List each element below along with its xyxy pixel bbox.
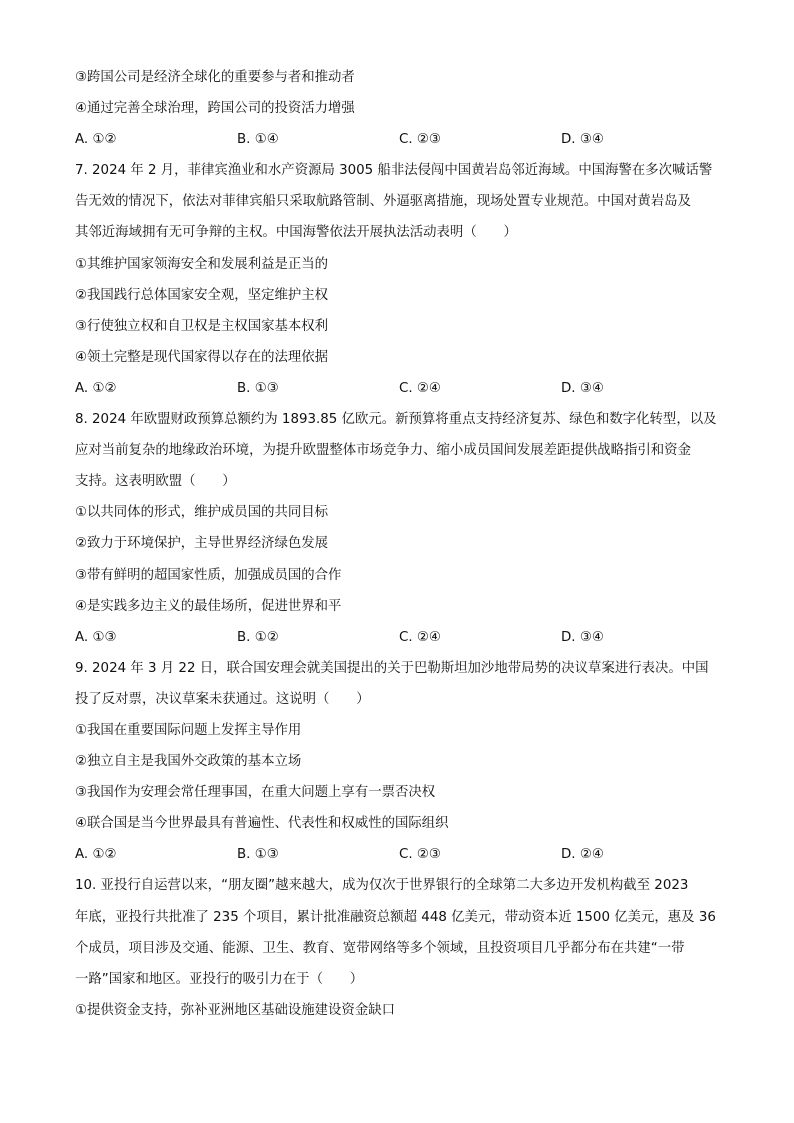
q9-item-4: ④联合国是当今世界最具有普遍性、代表性和权威性的国际组织 [75, 816, 449, 832]
q8-option-a: A. ①③ [75, 629, 117, 645]
q7-item-1: ①其维护国家领海安全和发展利益是正当的 [75, 256, 329, 272]
q8-item-1: ①以共同体的形式，维护成员国的共同目标 [75, 505, 329, 521]
q8-option-b: B. ①② [237, 629, 279, 645]
q7-stem-line: 7. 2024 年 2 月，菲律宾渔业和水产资源局 3005 船非法侵闯中国黄岩岛邻近海域。中国海警在多次喊话警 [75, 163, 713, 179]
q7-option-b: B. ①③ [237, 380, 279, 396]
q9-stem-line: 9. 2024 年 3 月 22 日，联合国安理会就美国提出的关于巴勒斯坦加沙地带局势的决议草案进行表决。中国 [75, 660, 709, 676]
q10-stem-line: 10. 亚投行自运营以来，“朋友圈”越来越大，成为仅次于世界银行的全球第二大多边开发机构截至 2023 [75, 878, 689, 894]
q7-item-3: ③行使独立权和自卫权是主权国家基本权利 [75, 318, 329, 334]
q7-stem-line: 其邻近海域拥有无可争辩的主权。中国海警依法开展执法活动表明（ ） [75, 225, 517, 241]
q8-stem-line: 应对当前复杂的地缘政治环境，为提升欧盟整体市场竞争力、缩小成员国间发展差距提供战略指引和资金 [75, 443, 691, 459]
q6-item-3: ③跨国公司是经济全球化的重要参与者和推动者 [75, 70, 355, 85]
q8-item-3: ③带有鲜明的超国家性质，加强成员国的合作 [75, 567, 342, 583]
q9-item-3: ③我国作为安理会常任理事国，在重大问题上享有一票否决权 [75, 785, 436, 801]
q7-option-c: C. ②④ [399, 380, 441, 396]
q9-option-c: C. ②③ [399, 847, 441, 863]
q7-stem-line: 告无效的情况下，依法对菲律宾船只采取航路管制、外逼驱离措施，现场处置专业规范。中国对黄岩岛及 [75, 194, 691, 210]
q8-option-c: C. ②④ [399, 629, 441, 645]
q8-option-d: D. ③④ [561, 629, 604, 645]
q7-options [75, 373, 724, 404]
q9-stem-line: 投了反对票，决议草案未获通过。这说明（ ） [75, 691, 370, 707]
q8-item-4: ④是实践多边主义的最佳场所，促进世界和平 [75, 598, 342, 614]
q6-option-a: A. ①② [75, 132, 117, 148]
q6-option-b: B. ①④ [237, 132, 279, 148]
q9-option-d: D. ②④ [561, 847, 604, 863]
q6-option-c: C. ②③ [399, 132, 441, 148]
q9-item-2: ②独立自主是我国外交政策的基本立场 [75, 754, 302, 770]
q7-option-d: D. ③④ [561, 380, 604, 396]
q8-item-2: ②致力于环境保护，主导世界经济绿色发展 [75, 536, 329, 552]
q10-stem-line: 个成员，项目涉及交通、能源、卫生、教育、宽带网络等多个领域，且投资项目几乎都分布在共建“一带 [75, 940, 685, 956]
q10-stem-line: 一路”国家和地区。亚投行的吸引力在于（ ） [75, 971, 364, 987]
q6-options [75, 124, 724, 155]
q9-options [75, 839, 724, 870]
q9-item-1: ①我国在重要国际问题上发挥主导作用 [75, 722, 302, 738]
q8-options [75, 622, 724, 653]
q6-option-d: D. ③④ [561, 132, 604, 148]
q7-item-2: ②我国践行总体国家安全观，坚定维护主权 [75, 287, 329, 303]
q8-stem-line: 支持。这表明欧盟（ ） [75, 474, 236, 490]
q9-option-b: B. ①③ [237, 847, 279, 863]
q8-stem-line: 8. 2024 年欧盟财政预算总额约为 1893.85 亿欧元。新预算将重点支持经济复苏、绿色和数字化转型，以及 [75, 412, 717, 428]
q7-option-a: A. ①② [75, 380, 117, 396]
q10-stem-line: 年底，亚投行共批准了 235 个项目，累计批准融资总额超 448 亿美元，带动资本近 1500 亿美元，惠及 36 [75, 909, 716, 925]
q10-item-1: ①提供资金支持，弥补亚洲地区基础设施建设资金缺口 [75, 1002, 395, 1018]
q7-item-4: ④领土完整是现代国家得以存在的法理依据 [75, 349, 329, 365]
q9-option-a: A. ①② [75, 847, 117, 863]
q6-item-4: ④通过完善全球治理，跨国公司的投资活力增强 [75, 101, 355, 117]
